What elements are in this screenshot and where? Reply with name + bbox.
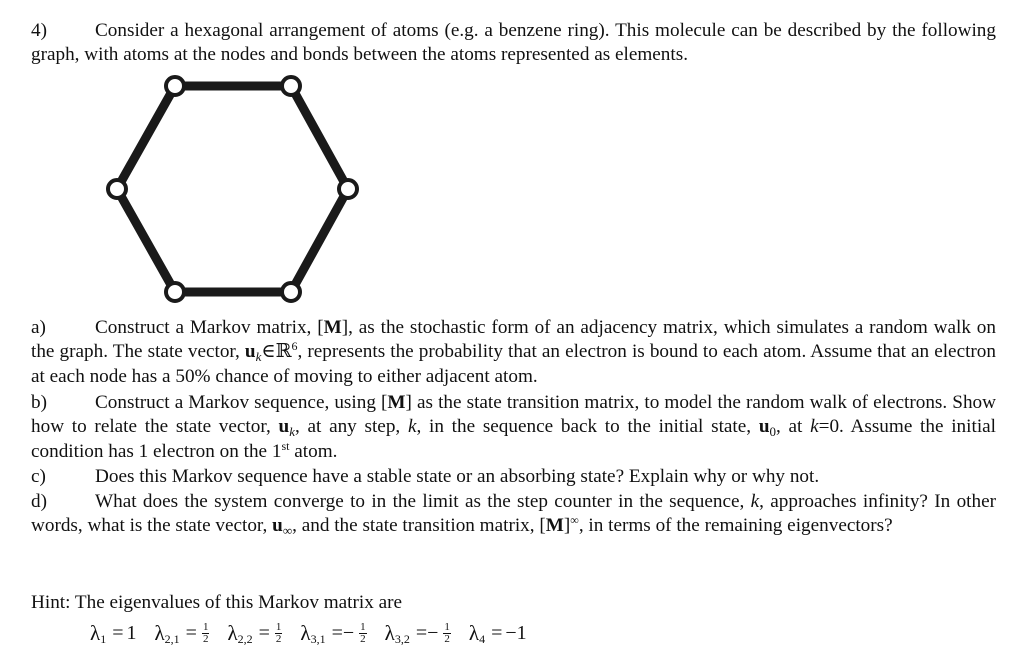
fraction <box>359 622 367 645</box>
part-c-label: c) <box>31 466 46 487</box>
eigenvalue-index: 3,2 <box>394 632 410 646</box>
problem-intro-text: Consider a hexagonal arrangement of atoms (e.g. a benzene ring). This molecule can be described by the following graph, with atoms at the nodes and bonds between the atoms represented as elements. <box>31 20 996 65</box>
lambda-symbol: λ <box>227 621 238 645</box>
infinity-subscript: ∞ <box>282 523 293 538</box>
hexagon-graph <box>95 72 370 307</box>
part-b-text-2: ] as the state transition matrix, to model the random walk of electrons. Show how to relate the state vector, <box>31 392 996 437</box>
eigenvalue <box>90 621 136 645</box>
graph-edges <box>117 86 348 292</box>
atom-node <box>166 283 184 301</box>
part-a-text-2: ], as the stochastic form of an adjacency matrix, which simulates a random walk on the graph. The state vector, <box>31 317 996 362</box>
equals-sign: =− <box>331 622 355 644</box>
part-d-text-1: What does the system converge to in the limit as the step counter in the sequence, <box>95 491 751 512</box>
equals-sign: =− <box>415 622 439 644</box>
bond-edge <box>117 189 175 292</box>
problem-intro <box>31 19 996 67</box>
part-b-text-7: atom. <box>289 441 338 462</box>
state-vector-symbol: u <box>244 341 256 362</box>
atom-node <box>108 180 126 198</box>
eigenvalue-index: 2,2 <box>237 632 253 646</box>
part-a-text-3: ∈ℝ <box>261 341 292 362</box>
bond-edge <box>291 86 348 189</box>
lambda-symbol: λ <box>468 621 480 645</box>
index-zero: 0 <box>769 424 776 439</box>
eigenvalue <box>385 621 451 645</box>
state-vector-symbol: u <box>278 416 290 437</box>
eigenvalue <box>154 621 209 645</box>
part-d-text-4: ] <box>563 515 571 536</box>
part-d-text-2: , approaches infinity? In other words, what is the state vector, <box>31 491 996 536</box>
eigenvalue-index: 4 <box>479 632 486 646</box>
matrix-symbol: M <box>387 392 406 413</box>
denominator: 2 <box>360 632 366 645</box>
part-b-text-5: , at <box>775 416 811 437</box>
part-d <box>31 490 996 539</box>
lambda-symbol: λ <box>300 621 311 645</box>
eigenvalue-index: 2,1 <box>164 632 180 646</box>
part-c-text: Does this Markov sequence have a stable state or an absorbing state? Explain why or why not. <box>95 466 820 487</box>
state-vector-symbol: u <box>272 515 283 536</box>
lambda-symbol: λ <box>384 621 395 645</box>
bond-edge <box>291 189 348 292</box>
part-c <box>31 465 996 489</box>
bond-edge <box>117 86 175 189</box>
variable-k: k <box>750 491 760 512</box>
fraction <box>275 622 283 645</box>
atom-node <box>339 180 357 198</box>
variable-k: k <box>407 416 417 437</box>
part-b <box>31 391 996 465</box>
equals-sign: = <box>491 622 503 644</box>
index-k: k <box>289 424 295 439</box>
part-b-text-6: =0. Assume the initial condition has 1 electron on the 1 <box>31 416 996 462</box>
equals-sign: = <box>112 622 124 644</box>
eigenvalue-value: −1 <box>505 622 527 644</box>
numerator: 1 <box>275 620 282 633</box>
denominator: 2 <box>444 632 450 645</box>
part-b-text-4: , in the sequence back to the initial state, <box>416 416 759 437</box>
infinity-superscript: ∞ <box>570 513 579 527</box>
lambda-symbol: λ <box>90 621 101 645</box>
numerator: 1 <box>202 620 209 633</box>
numerator: 1 <box>360 620 366 633</box>
ordinal-superscript: st <box>281 439 290 453</box>
variable-k: k <box>810 416 819 437</box>
eigenvalue-index: 3,1 <box>310 632 326 646</box>
atom-node <box>166 77 184 95</box>
fraction <box>443 622 451 645</box>
part-b-label: b) <box>31 392 47 413</box>
part-a-text-1: Construct a Markov matrix, [ <box>95 317 324 338</box>
index-k: k <box>255 349 262 364</box>
eigenvalue-list <box>90 617 710 649</box>
part-a <box>31 316 996 389</box>
eigenvalue-value: 1 <box>126 622 137 644</box>
eigenvalue <box>469 621 527 645</box>
part-b-text-1: Construct a Markov sequence, using [ <box>95 392 388 413</box>
atom-node <box>282 77 300 95</box>
hint-text: Hint: The eigenvalues of this Markov matrix are <box>31 592 403 613</box>
equals-sign: = <box>185 622 197 644</box>
graph-nodes <box>108 77 357 301</box>
initial-state-symbol: u <box>758 416 770 437</box>
part-b-text-3: , at any step, <box>294 416 408 437</box>
denominator: 2 <box>202 632 209 645</box>
problem-number: 4) <box>31 20 47 41</box>
equals-sign: = <box>258 622 270 644</box>
atom-node <box>282 283 300 301</box>
lambda-symbol: λ <box>154 621 165 645</box>
fraction <box>202 622 210 645</box>
denominator: 2 <box>275 632 282 645</box>
numerator: 1 <box>444 620 450 633</box>
eigenvalue <box>300 621 366 645</box>
part-a-text-4: , represents the probability that an electron is bound to each atom. Assume that an electron at each node has a 50% chance of moving to either adjacent atom. <box>31 341 996 387</box>
part-d-text-5: , in terms of the remaining eigenvectors? <box>578 515 893 536</box>
matrix-symbol: M <box>545 515 564 536</box>
dimension-superscript: 6 <box>291 339 298 353</box>
matrix-symbol: M <box>323 317 342 338</box>
eigenvalue-index: 1 <box>100 632 107 646</box>
part-d-text-3: , and the state transition matrix, [ <box>292 515 546 536</box>
part-a-label: a) <box>31 317 46 338</box>
part-d-label: d) <box>31 491 47 512</box>
eigenvalue <box>227 621 282 645</box>
